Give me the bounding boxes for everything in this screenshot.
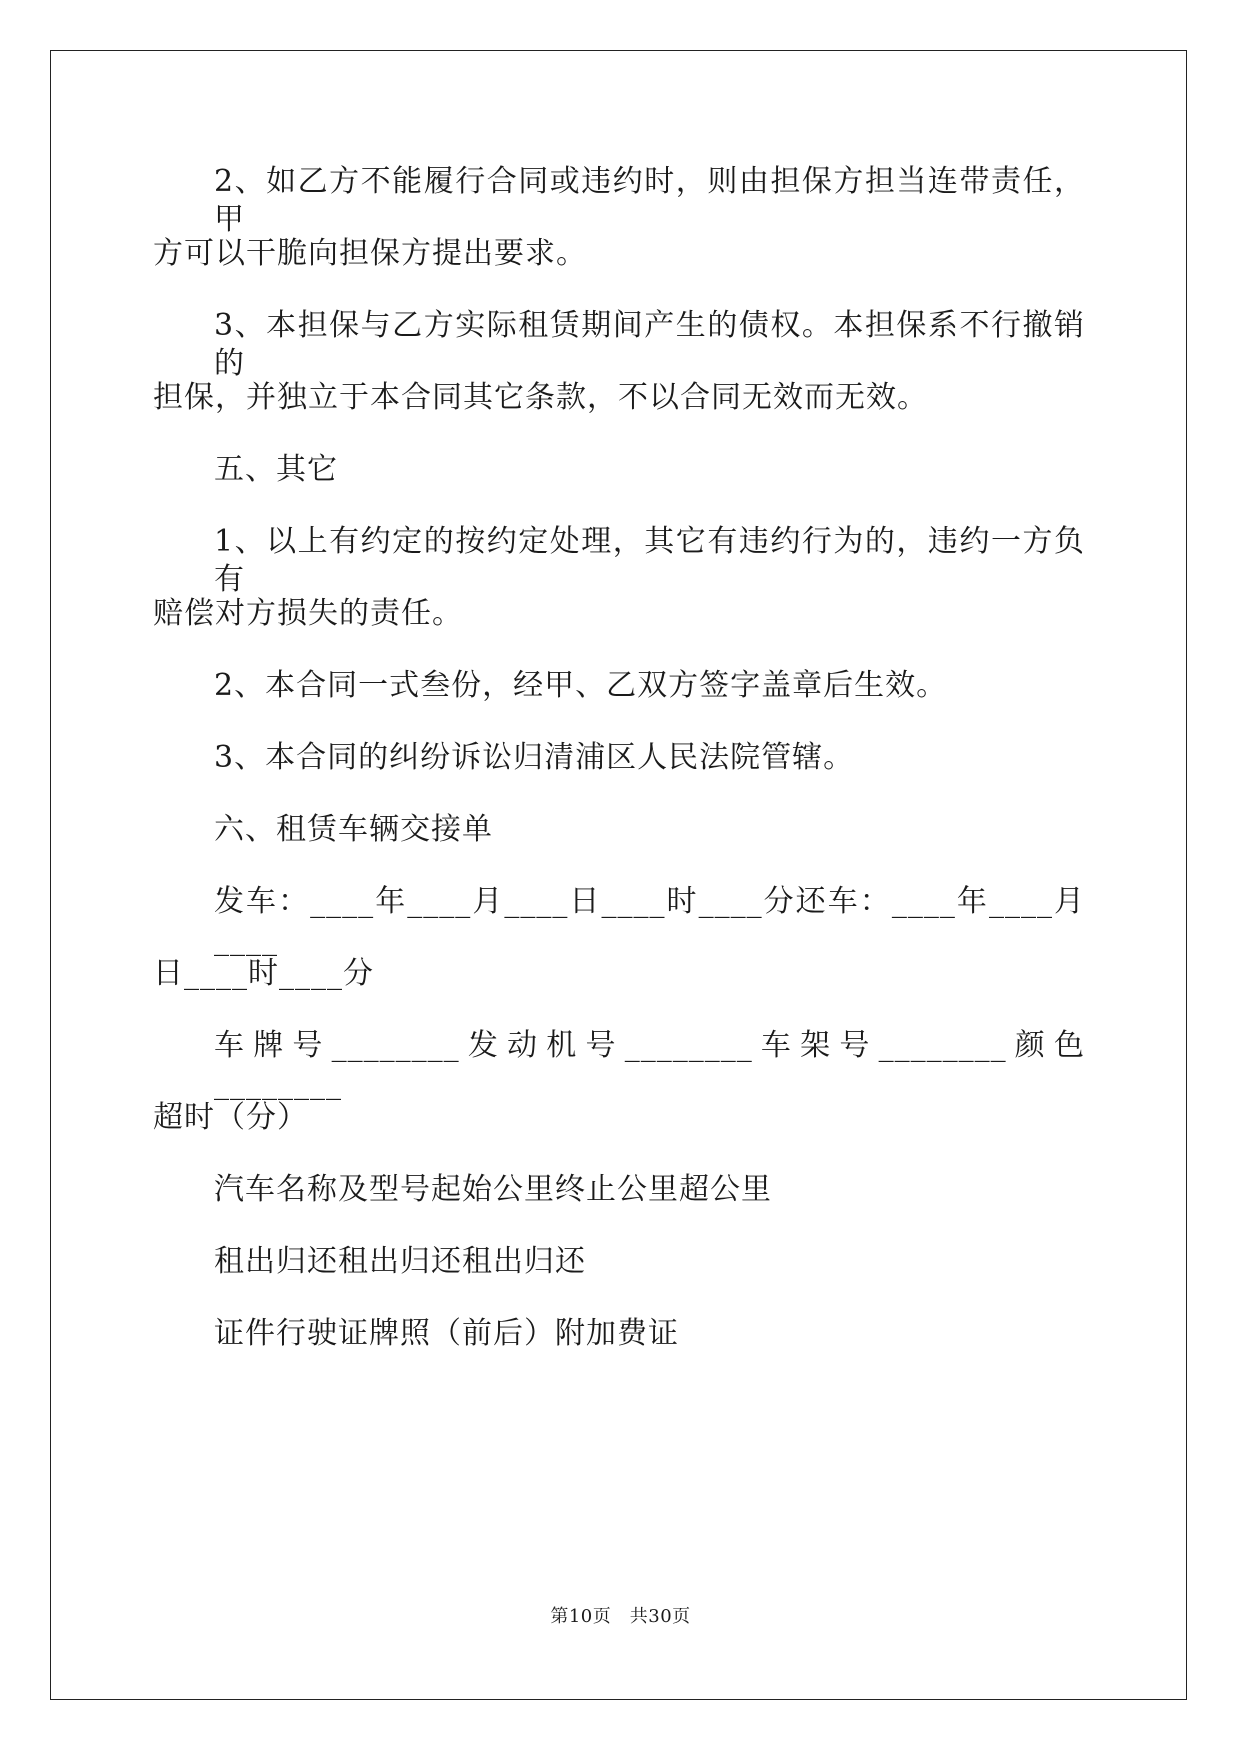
paragraph-line: 租出归还租出归还租出归还: [214, 1244, 586, 1279]
paragraph-line: 2、如乙方不能履行合同或违约时，则由担保方担当连带责任，甲: [214, 164, 1085, 237]
page-number-footer: 第10页 共30页: [550, 1606, 691, 1627]
section-heading: 五、其它: [214, 452, 338, 487]
page-border: [50, 50, 1187, 1700]
paragraph-line: 赔偿对方损失的责任。: [153, 596, 463, 631]
paragraph-line: 发车：____年____月____日____时____分还车：____年____月____: [214, 884, 1085, 957]
paragraph-line: 汽车名称及型号起始公里终止公里超公里: [214, 1172, 772, 1207]
paragraph-line: 3、本合同的纠纷诉讼归清浦区人民法院管辖。: [214, 740, 855, 775]
paragraph-line: 1、以上有约定的按约定处理，其它有违约行为的，违约一方负有: [214, 524, 1085, 597]
paragraph-line: 车牌号________发动机号________车架号________颜色________: [214, 1028, 1085, 1101]
paragraph-line: 证件行驶证牌照（前后）附加费证: [214, 1316, 679, 1351]
paragraph-line: 担保，并独立于本合同其它条款，不以合同无效而无效。: [153, 380, 928, 415]
paragraph-line: 2、本合同一式叁份，经甲、乙双方签字盖章后生效。: [214, 668, 948, 703]
paragraph-line: 日____时____分: [153, 956, 374, 991]
section-heading: 六、租赁车辆交接单: [214, 812, 493, 847]
paragraph-line: 方可以干脆向担保方提出要求。: [153, 236, 587, 271]
paragraph-line: 3、本担保与乙方实际租赁期间产生的债权。本担保系不行撤销的: [214, 308, 1085, 381]
paragraph-line: 超时（分）: [153, 1100, 308, 1135]
